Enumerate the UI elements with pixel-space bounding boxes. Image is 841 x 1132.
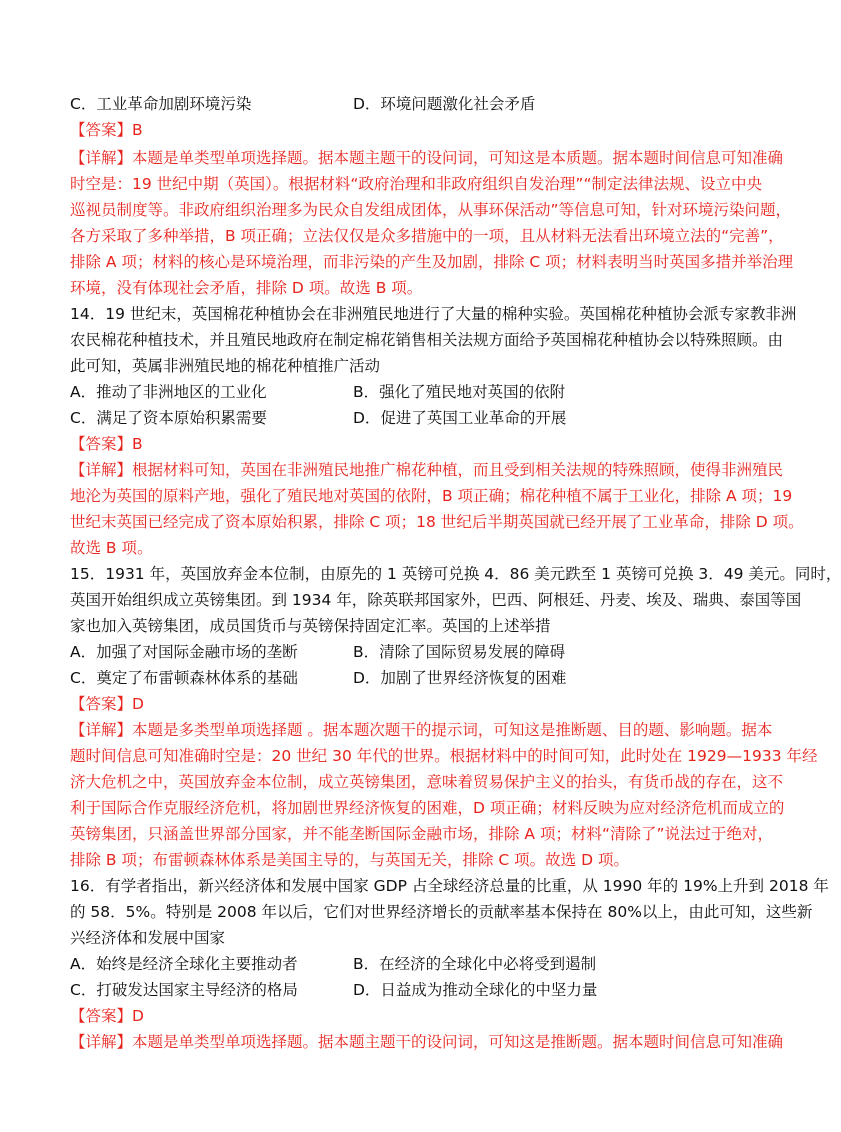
q13-option-c[interactable]: C．工业革命加剧环境污染 [70, 95, 252, 113]
q16-stem-line: 16．有学者指出，新兴经济体和发展中国家 GDP 占全球经济总量的比重，从 1990 年的 19%上升到 2018 年 [70, 877, 829, 895]
q16-option-a[interactable]: A．始终是经济全球化主要推动者 [70, 955, 298, 973]
q13-options-row-cd [70, 92, 730, 116]
q16-stem-line: 的 58．5%。特别是 2008 年以后，它们对世界经济增长的贡献率基本保持在 80%以上，由此可知，这些新 [70, 903, 813, 921]
q13-detail-line: 【详解】本题是单类型单项选择题。据本题主题干的设问词，可知这是本质题。据本题时间信息可知准确 [70, 149, 784, 167]
q14-stem-line: 14．19 世纪末，英国棉花种植协会在非洲殖民地进行了大量的棉种实验。英国棉花种植协会派专家教非洲 [70, 305, 797, 323]
q15-detail-line: 英镑集团，只涵盖世界部分国家，并不能垄断国际金融市场，排除 A 项；材料“清除了”说法过于绝对， [70, 825, 774, 843]
q16-option-b[interactable]: B．在经济的全球化中必将受到遏制 [353, 955, 597, 973]
q13-detail-line: 各方采取了多种举措，B 项正确；立法仅仅是众多措施中的一项，且从材料无法看出环境立法的“完善”， [70, 227, 784, 245]
q13-answer: 【答案】B [70, 121, 143, 139]
q15-stem-line: 15．1931 年，英国放弃金本位制，由原先的 1 英镑可兑换 4．86 美元跌至 1 英镑可兑换 3．49 美元。同时， [70, 565, 841, 583]
q14-stem-line: 农民棉花种植技术，并且殖民地政府在制定棉花销售相关法规方面给予英国棉花种植协会以特殊照顾。由 [70, 331, 784, 349]
q14-answer: 【答案】B [70, 435, 143, 453]
q16-option-c[interactable]: C．打破发达国家主导经济的格局 [70, 981, 298, 999]
q15-options-row-ab [70, 640, 730, 664]
q14-detail-line: 地沦为英国的原料产地，强化了殖民地对英国的依附，B 项正确；棉花种植不属于工业化，排除 A 项；19 [70, 487, 793, 505]
q16-stem-line: 兴经济体和发展中国家 [70, 929, 226, 947]
q15-detail-line: 题时间信息可知准确时空是：20 世纪 30 年代的世界。根据材料中的时间可知，此时处在 1929—1933 年经 [70, 747, 818, 765]
q16-options-row-cd [70, 978, 730, 1002]
q16-answer: 【答案】D [70, 1007, 144, 1025]
q15-detail-line: 利于国际合作克服经济危机，将加剧世界经济恢复的困难，D 项正确；材料反映为应对经济危机而成立的 [70, 799, 785, 817]
q13-detail-line: 环境，没有体现社会矛盾，排除 D 项。故选 B 项。 [70, 279, 423, 297]
q15-detail-line: 【详解】本题是多类型单项选择题 。据本题次题干的提示词，可知这是推断题、目的题、影响题。据本 [70, 721, 773, 739]
q14-option-d[interactable]: D．促进了英国工业革命的开展 [353, 409, 567, 427]
q15-detail-line: 排除 B 项；布雷顿森林体系是美国主导的，与英国无关，排除 C 项。故选 D 项。 [70, 851, 629, 869]
q14-option-c[interactable]: C．满足了资本原始积累需要 [70, 409, 267, 427]
q16-options-row-ab [70, 952, 730, 976]
q13-detail-line: 巡视员制度等。非政府组织治理多为民众自发组成团体，从事环保活动”等信息可知，针对环境污染问题， [70, 201, 792, 219]
q15-options-row-cd [70, 666, 730, 690]
q15-detail-line: 济大危机之中，英国放弃金本位制，成立英镑集团，意味着贸易保护主义的抬头，有货币战的存在，这不 [70, 773, 784, 791]
q13-option-d[interactable]: D．环境问题激化社会矛盾 [353, 95, 536, 113]
q16-detail-line: 【详解】本题是单类型单项选择题。据本题主题干的设问词，可知这是推断题。据本题时间信息可知准确 [70, 1033, 784, 1051]
q14-detail-line: 故选 B 项。 [70, 539, 153, 557]
q15-option-b[interactable]: B．清除了国际贸易发展的障碍 [353, 643, 566, 661]
q14-option-a[interactable]: A．推动了非洲地区的工业化 [70, 383, 267, 401]
q14-detail-line: 【详解】根据材料可知，英国在非洲殖民地推广棉花种植，而且受到相关法规的特殊照顾，使得非洲殖民 [70, 461, 784, 479]
q14-stem-line: 此可知，英属非洲殖民地的棉花种植推广活动 [70, 357, 381, 375]
q16-option-d[interactable]: D．日益成为推动全球化的中坚力量 [353, 981, 598, 999]
q15-option-a[interactable]: A．加强了对国际金融市场的垄断 [70, 643, 298, 661]
q15-stem-line: 家也加入英镑集团，成员国货币与英镑保持固定汇率。英国的上述举措 [70, 617, 551, 635]
q15-stem-line: 英国开始组织成立英镑集团。到 1934 年，除英联邦国家外，巴西、阿根廷、丹麦、埃及、瑞典、泰国等国 [70, 591, 802, 609]
q14-options-row-ab [70, 380, 730, 404]
q14-option-b[interactable]: B．强化了殖民地对英国的依附 [353, 383, 566, 401]
q15-answer: 【答案】D [70, 695, 144, 713]
q14-options-row-cd [70, 406, 730, 430]
q14-detail-line: 世纪末英国已经完成了资本原始积累，排除 C 项；18 世纪后半期英国就已经开展了工业革命，排除 D 项。 [70, 513, 804, 531]
q15-option-c[interactable]: C．奠定了布雷顿森林体系的基础 [70, 669, 298, 687]
q15-option-d[interactable]: D．加剧了世界经济恢复的困难 [353, 669, 567, 687]
q13-detail-line: 排除 A 项；材料的核心是环境治理，而非污染的产生及加剧，排除 C 项；材料表明当时英国多措并举治理 [70, 253, 794, 271]
q13-detail-line: 时空是：19 世纪中期（英国）。根据材料“政府治理和非政府组织自发治理”“制定法律法规、设立中央 [70, 175, 762, 193]
